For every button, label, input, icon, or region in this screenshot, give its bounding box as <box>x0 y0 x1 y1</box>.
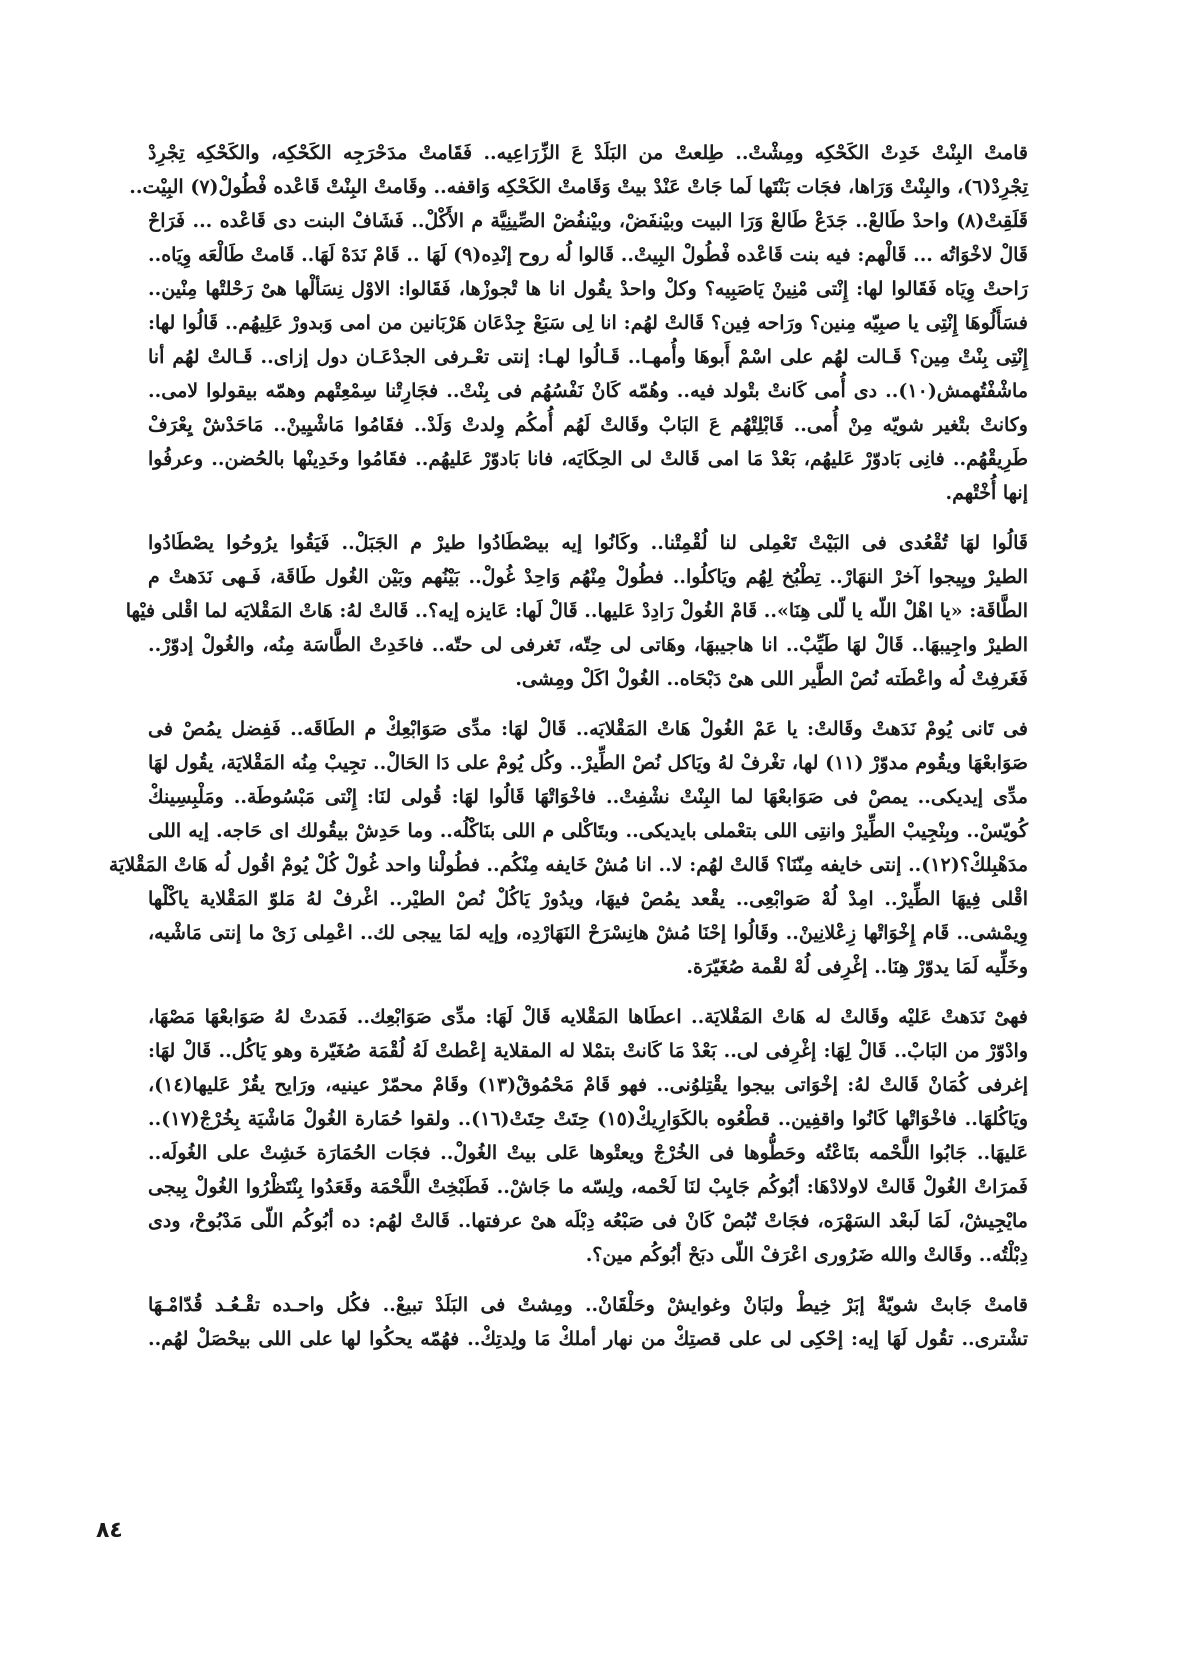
text-line: وخَلِّيه لَمَا يدوّرْ هِنَا.. إغْرِفى لُهْ لقْمة صُغَيّرَة. <box>686 956 1028 978</box>
text-line: قَالْ لاخْوَاتُه ... قَالْهم: فيه بنت قَاعْده فْطُولْ البِيتْ.. قَالوا لُه روح إنْدِه(٩) لَهَا .. قَامْ نَدَهْ لَهَا.. قَامتْ طَالْعَه وِيَاه.. <box>148 244 1028 266</box>
text-line: مدِّى إيديكى.. يمصْ فى صَوَابعْهَا لما البِنْتْ نشْفِتْ.. فاخْوَاتْهَا قَالُوا لهَا: قُولى لنَا: إِنْتى مَبْسُوطَة.. ومَلْبِسِينكْ <box>148 786 1028 808</box>
text-line: الطَّاقَة: «يا اهْلْ اللّه يا لّلى هِنَا».. قَامْ الغُولْ رَادِدْ عَليها.. قَالْ لَها: عَايزه إيه؟.. قَالتْ لهُ: هَاتْ المَقْلايَه لما اقْلى فيْها <box>125 600 1028 622</box>
text-line: ويَاكُلهَا.. فاخْوَاتْها كَانُوا واقفِين.. قطْعُوه بالكَوَارِيكْ(١٥) حِتَتْ حِتَتْ(١٦).. ولقوا حُمَارة الغُولْ مَاشْيَة بِخُرْجْ(١٧).. <box>148 1108 1029 1130</box>
paragraph <box>148 1000 1028 1272</box>
text-line: إِنْتِى بِنْتْ مِين؟ قَـالت لهُم على اسْمْ أَبوهَا وأُمهـا.. قَـالُوا لهـا: إنتى تعْـرفى الجدْعَـان دول إزاى.. قَـالتْ لهُم أنا <box>148 346 1028 368</box>
text-line: قامتْ جَابتْ شويّةْ إبَرْ خِيطْ ولبَانْ وغوايشْ وحَلْقَانْ.. ومِشتْ فى البَلَدْ تبيعْ.. فكُل واحـده تقْـعُـد قُدّامْـهَا <box>148 1294 1028 1316</box>
text-line: وادْوّرْ من البَابْ.. قَالْ لِهَا: إغْرِفى لى.. بَعْدْ مَا كَانتْ بتمْلا له المقلاية إعْطتْ لَهُ لُقْمَة صُغَيّرة وهو يَاكُل.. قَالْ لهَا: <box>148 1040 1028 1062</box>
text-line: تِجْرِدْ(٦)، والبِنْتْ وَرَاها، فجَات بَنْتَها لَما جَاتْ عَنْدْ بيتْ وَقَامتْ الكَحْكِه وَاقفه.. وقَامتْ البِنْتْ قَاعْده فْطُولْ(٧) البِيْت.. <box>129 176 1028 198</box>
paragraph <box>108 712 1029 984</box>
text-line: الطيرْ واجِيبهَا.. قَالْ لهَا طَيِّبْ.. انا هاجيبهَا، وهَاتى لى حِتّه، تَغرفى لى حتّه.. فاخَدِتْ الطَّاسَة مِنُه، والغُولْ إدوّرْ.. <box>148 634 1028 656</box>
text-line: فَغَرفِتْ لُه واعْطَته نُصْ الطَّير اللى هىْ دَبْحَاه.. الغُولْ اكَلْ ومِشى. <box>515 668 1028 690</box>
document-page <box>108 136 1029 1372</box>
text-line: الطيرْ ويِيجوا آخرْ النهَارْ.. تِطْبُخ لِهُم ويَاكلُوا.. فطُولْ مِنْهُم وَاحِدْ غُولْ.. بَيْنُهم وبَيْن الغُول طَاقَة، فَـهى نَدَهتْ م <box>148 566 1028 588</box>
text-line: دِبْلْتُه.. وقَالتْ والله ضَرُورى اعْرَفْ اللّى دبَحْ أبُوكُم مين؟. <box>585 1244 1028 1266</box>
text-line: فهىْ نَدَهتْ عَليْه وقَالتْ له هَاتْ المَقْلايَة.. اعطَاها المَقْلايه قَالْ لَهَا: مدِّى صَوَابْعِك.. فَمَدتْ لهُ صَوَابعْهَا مَصْهَا، <box>148 1006 1028 1028</box>
paragraph <box>129 136 1028 510</box>
text-line: طَرِيقْهُم.. فانِى بَادوّرْ عَليهُم، بَعْدْ مَا امى قَالتْ لى الحِكَايَه، فانا بَادوّرْ عَليهُم.. فقَامُوا وخَدِينْها بالحُضن.. وعرفُوا <box>148 448 1028 470</box>
text-line: إنها أُخْتْهم. <box>945 482 1028 504</box>
text-line: مايْجِيشْ، لَمَا لَبعْد السَهْرَه، فجَاتْ تُبُصْ كَانْ فى صَبْعُه دِبْلَه هىْ عرفتها.. قَالتْ لهُم: ده أبُوكُم اللّى مَدْبُوحْ، ودى <box>148 1210 1028 1232</box>
text-line: وكانتْ بتْغير شويّه مِنْ أُمى.. قَابْلِتْهُم عَ البَابْ وقَالتْ لَهُم أُمكُم وِلدتْ وَلَدْ.. فقَامُوا مَاشْيِينْ.. مَاحَدْشْ يِعْرَفْ <box>148 414 1028 436</box>
text-line: كُويّسْ.. وبِنْجِيبْ الطِّيرْ وانتِى اللى بتعْملى بايديكى.. وبتَاكْلى م اللى بنَاكْلُه.. وما حَدِشْ بيقُولك اى حَاجه. إيه اللى <box>148 820 1028 842</box>
text-line: فى تَانى يُومْ نَدَهتْ وقَالتْ: يا عَمْ الغُولْ هَاتْ المَقْلايَه.. قَالْ لهَا: مدِّى صَوَابْعِكْ م الطَاقَه.. فَفِضل يمُصْ فى <box>148 718 1028 740</box>
page-number: ٨٤ <box>96 1518 123 1543</box>
text-line: ماشْفْتُهمش(١٠).. دى أُمى كَانتْ بتْولد فيه.. وهُمّه كَانْ نَفْسُهُم فى بِنْتْ.. فجَارِتْنا سِمْعِتْهم وهمّه بيقولوا لامى.. <box>148 380 1028 402</box>
text-line: إغرفى كُمَانْ قَالتْ لهُ: إخْوَاتى بيجوا يقْتِلوُنى.. فهو قَامْ مَحْمُوقْ(١٣) وقَامْ محمّرْ عينيه، ورَايح يقُرْ عَليها(١٤)، <box>148 1074 1028 1096</box>
paragraph <box>125 526 1028 696</box>
text-line: صَوَابعْهَا ويقُوم مدوّرْ (١١) لها، تغْرفْ لهُ ويَاكل نُصْ الطِّيرْ.. وكُل يُومْ على دَا الحَالْ.. تجِيبْ مِنُه المَقْلايَة، يقُول لهَا <box>148 752 1029 774</box>
text-line: تشْترى.. تقُول لَهَا إيه: إحْكِى لى على قصتِكْ من نهار أملكْ مَا ولِدتِكْ.. فهُمّه يحكُوا لها على اللى بيحْصَلْ لهُم.. <box>148 1328 1028 1350</box>
paragraph <box>148 1288 1028 1356</box>
text-line: وِيمْشى.. قَام إِخْوَاتْها زِعْلانِينْ.. وقَالُوا إحْنَا مُشْ هانِسْرَحْ النَهَارْدِه، وإيه لمَا ييجى لك.. اعْمِلى زَىْ ما إنتى مَاشْيه، <box>148 922 1028 944</box>
text-line: مدَهْبِلكْ؟(١٢).. إنتى خايفه مِنّنَا؟ قَالتْ لهُم: لا.. انا مُشْ خَايفه مِنْكُم.. فطُولْنا واحد غُولْ كُلْ يُومْ اقُول لُه هَاتْ المَقْلايَة <box>108 854 1028 876</box>
text-line: قَلَقِتْ(٨) واحدْ طَالعْ.. جَدَعْ طَالعْ وَرَا البيت وبيْنفَضْ، وبيْنفُضْ الصِّينِيَّة م الأَكْلْ.. فَشَافْ البنت دى قَاعْده ... فَرَاحْ <box>148 210 1028 232</box>
text-line: قامتْ البِنْتْ خَدِتْ الكَحْكِه ومِشْتْ.. طِلعتْ من البَلَدْ عَ الزِّرَاعِيه.. فَقَامتْ مدَحْرَجِه الكَحْكِه، والكَحْكِه تِجْرِدْ <box>148 142 1028 164</box>
text-line: عَليهَا.. جَابُوا اللَّحْمه بتَاعْتُه وحَطُّوها فى الخُرْجْ ويعتْوها عَلى بيتْ الغُولْ.. فجَات الحُمَارَة خَشِتْ على الغُولَه.. <box>148 1142 1028 1164</box>
text-line: رَاحتْ وِيَاه فَقَالوا لها: إِنْتى مْنِينْ يَاصَبِيه؟ وكلْ واحدْ يقُول انا ها تْجوزْها، فَقَالوا: الاوْل نِسَألْها هىْ رَحْلتْها مِنْين.. <box>148 278 1028 300</box>
text-line: قَالُوا لهَا تُقْعُدى فى البَيْتْ تَعْمِلى لنا لُقْمِتْنا.. وكَانُوا إيه بيصْطَادُوا طيرْ م الجَبَلْ.. فَيَقُوا يرُوحُوا يصْطَادُوا <box>148 532 1028 554</box>
text-line: اقْلى فِيهَا الطِّيرْ.. امِدْ لُهْ صَوابْعِى.. يقْعد يمُصْ فيهَا، ويدُورْ يَاكُلْ نُصْ الطيْر.. اغْرفْ لهُ مَلوّ المَقْلاية ياكْلْها <box>148 888 1028 910</box>
text-line: فسَأَلُوهَا إِنْتِى يا صبِيّه مِنين؟ ورَاحه فِين؟ قَالتْ لهُم: انا لِى سَبَعْ جِدْعَان هَرْبَانين من امى وَبدورْ عَلِيهُم.. قَالُوا لها: <box>148 312 1028 334</box>
text-line: فَمرَاتْ الغُولْ قَالتْ لاولادْهَا: أبُوكُم جَايِبْ لنَا لَحْمه، ولِسّه ما جَاشْ.. فَطَبْخِتْ اللَّحْمَة وقَعَدُوا بِنْتَظْرُوا الغُولْ بِيجى <box>148 1176 1028 1198</box>
